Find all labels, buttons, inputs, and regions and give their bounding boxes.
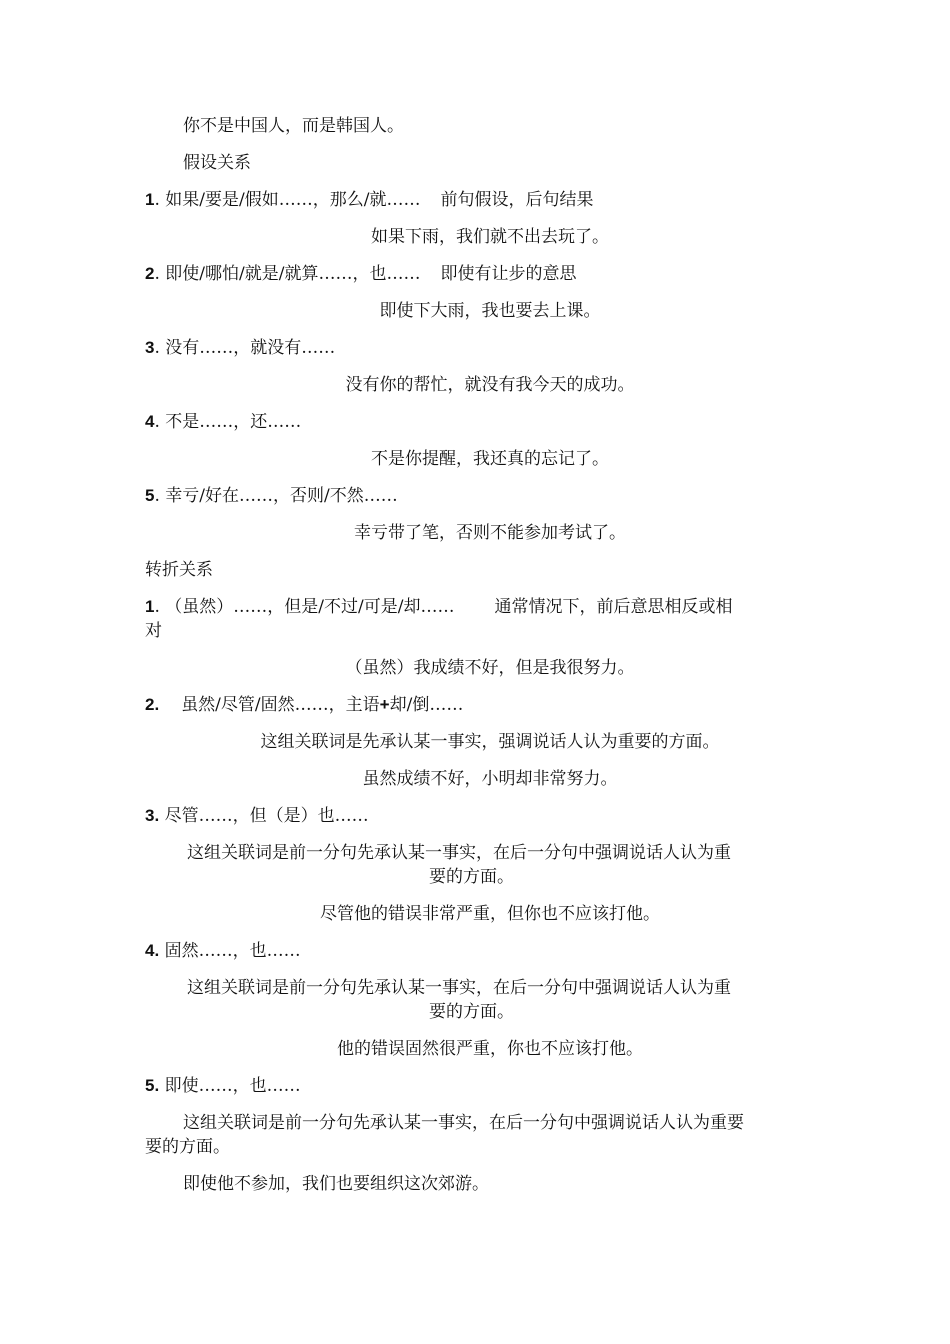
hypothesis-item-5 <box>145 484 398 508</box>
item-pattern: 即使/哪怕/就是/就算……，也…… <box>165 264 421 284</box>
contrast-explanation-4-line-2: 要的方面。 <box>429 1002 514 1022</box>
hypothesis-example-4: 不是你提醒，我还真的忘记了。 <box>371 449 609 469</box>
item-separator: . <box>154 486 160 506</box>
contrast-example-2: 虽然成绩不好，小明却非常努力。 <box>362 769 618 789</box>
item-number: 5. <box>145 1076 160 1095</box>
item-pattern: 如果/要是/假如……，那么/就…… <box>165 190 421 210</box>
item-pattern: 不是……，还…… <box>165 412 302 432</box>
item-pattern-end: 却/倒…… <box>389 695 464 715</box>
item-separator: . <box>154 412 160 432</box>
item-number: 3 <box>145 338 155 357</box>
contrast-explanation-2: 这组关联词是先承认某一事实，强调说话人认为重要的方面。 <box>260 732 720 752</box>
contrast-item-5 <box>145 1074 301 1098</box>
contrast-item-2 <box>145 693 463 717</box>
section-title-hypothesis: 假设关系 <box>183 153 251 173</box>
hypothesis-example-3: 没有你的帮忙，就没有我今天的成功。 <box>345 375 635 395</box>
item-pattern: 固然……，也…… <box>164 941 301 961</box>
item-pattern: 幸亏/好在……，否则/不然…… <box>165 486 398 506</box>
intro-line: 你不是中国人，而是韩国人。 <box>183 116 404 136</box>
item-pattern: 没有……，就没有…… <box>165 338 336 358</box>
item-pattern: 即使……，也…… <box>164 1076 301 1096</box>
hypothesis-example-5: 幸亏带了笔，否则不能参加考试了。 <box>354 523 626 543</box>
item-pattern: 尽管……，但（是）也…… <box>164 806 369 826</box>
item-number: 1 <box>145 597 155 616</box>
item-pattern: （虽然）……，但是/不过/可是/却…… <box>165 597 455 617</box>
item-number: 4 <box>145 412 155 431</box>
hypothesis-item-2 <box>145 262 576 286</box>
hypothesis-example-2: 即使下大雨，我也要去上课。 <box>379 301 601 321</box>
plus-sign: + <box>379 695 390 714</box>
hypothesis-item-4 <box>145 410 301 434</box>
hypothesis-item-1 <box>145 188 593 212</box>
contrast-item-1 <box>145 595 732 619</box>
item-number: 5 <box>145 486 155 505</box>
contrast-example-1: （虽然）我成绩不好，但是我很努力。 <box>345 658 635 678</box>
contrast-explanation-5-line-2: 要的方面。 <box>145 1137 230 1157</box>
item-separator: . <box>154 190 160 210</box>
item-number: 3. <box>145 806 160 825</box>
item-note: 即使有让步的意思 <box>440 264 577 284</box>
contrast-explanation-5-line-1: 这组关联词是前一分句先承认某一事实，在后一分句中强调说话人认为重要 <box>183 1113 744 1133</box>
item-separator: . <box>154 338 160 358</box>
contrast-example-5: 即使他不参加，我们也要组织这次郊游。 <box>183 1174 489 1194</box>
item-number: 2. <box>145 695 160 714</box>
section-title-contrast: 转折关系 <box>145 560 213 580</box>
item-separator: . <box>154 597 160 617</box>
item-number: 4. <box>145 941 160 960</box>
contrast-explanation-3-line-2: 要的方面。 <box>429 867 514 887</box>
item-note: 通常情况下，前后意思相反或相 <box>494 597 733 617</box>
contrast-item-4 <box>145 939 301 963</box>
contrast-explanation-4-line-1: 这组关联词是前一分句先承认某一事实，在后一分句中强调说话人认为重 <box>187 978 731 998</box>
item-number: 1 <box>145 190 155 209</box>
hypothesis-item-3 <box>145 336 335 360</box>
contrast-item-1-note-continued: 对 <box>145 621 162 641</box>
item-note: 前句假设，后句结果 <box>440 190 594 210</box>
item-separator: . <box>154 264 160 284</box>
contrast-item-3 <box>145 804 369 828</box>
item-pattern: 虽然/尽管/固然……，主语 <box>181 695 380 715</box>
hypothesis-example-1: 如果下雨，我们就不出去玩了。 <box>371 227 609 247</box>
contrast-example-4: 他的错误固然很严重，你也不应该打他。 <box>337 1039 643 1059</box>
contrast-example-3: 尽管他的错误非常严重，但你也不应该打他。 <box>320 904 660 924</box>
item-number: 2 <box>145 264 155 283</box>
contrast-explanation-3-line-1: 这组关联词是前一分句先承认某一事实，在后一分句中强调说话人认为重 <box>187 843 731 863</box>
